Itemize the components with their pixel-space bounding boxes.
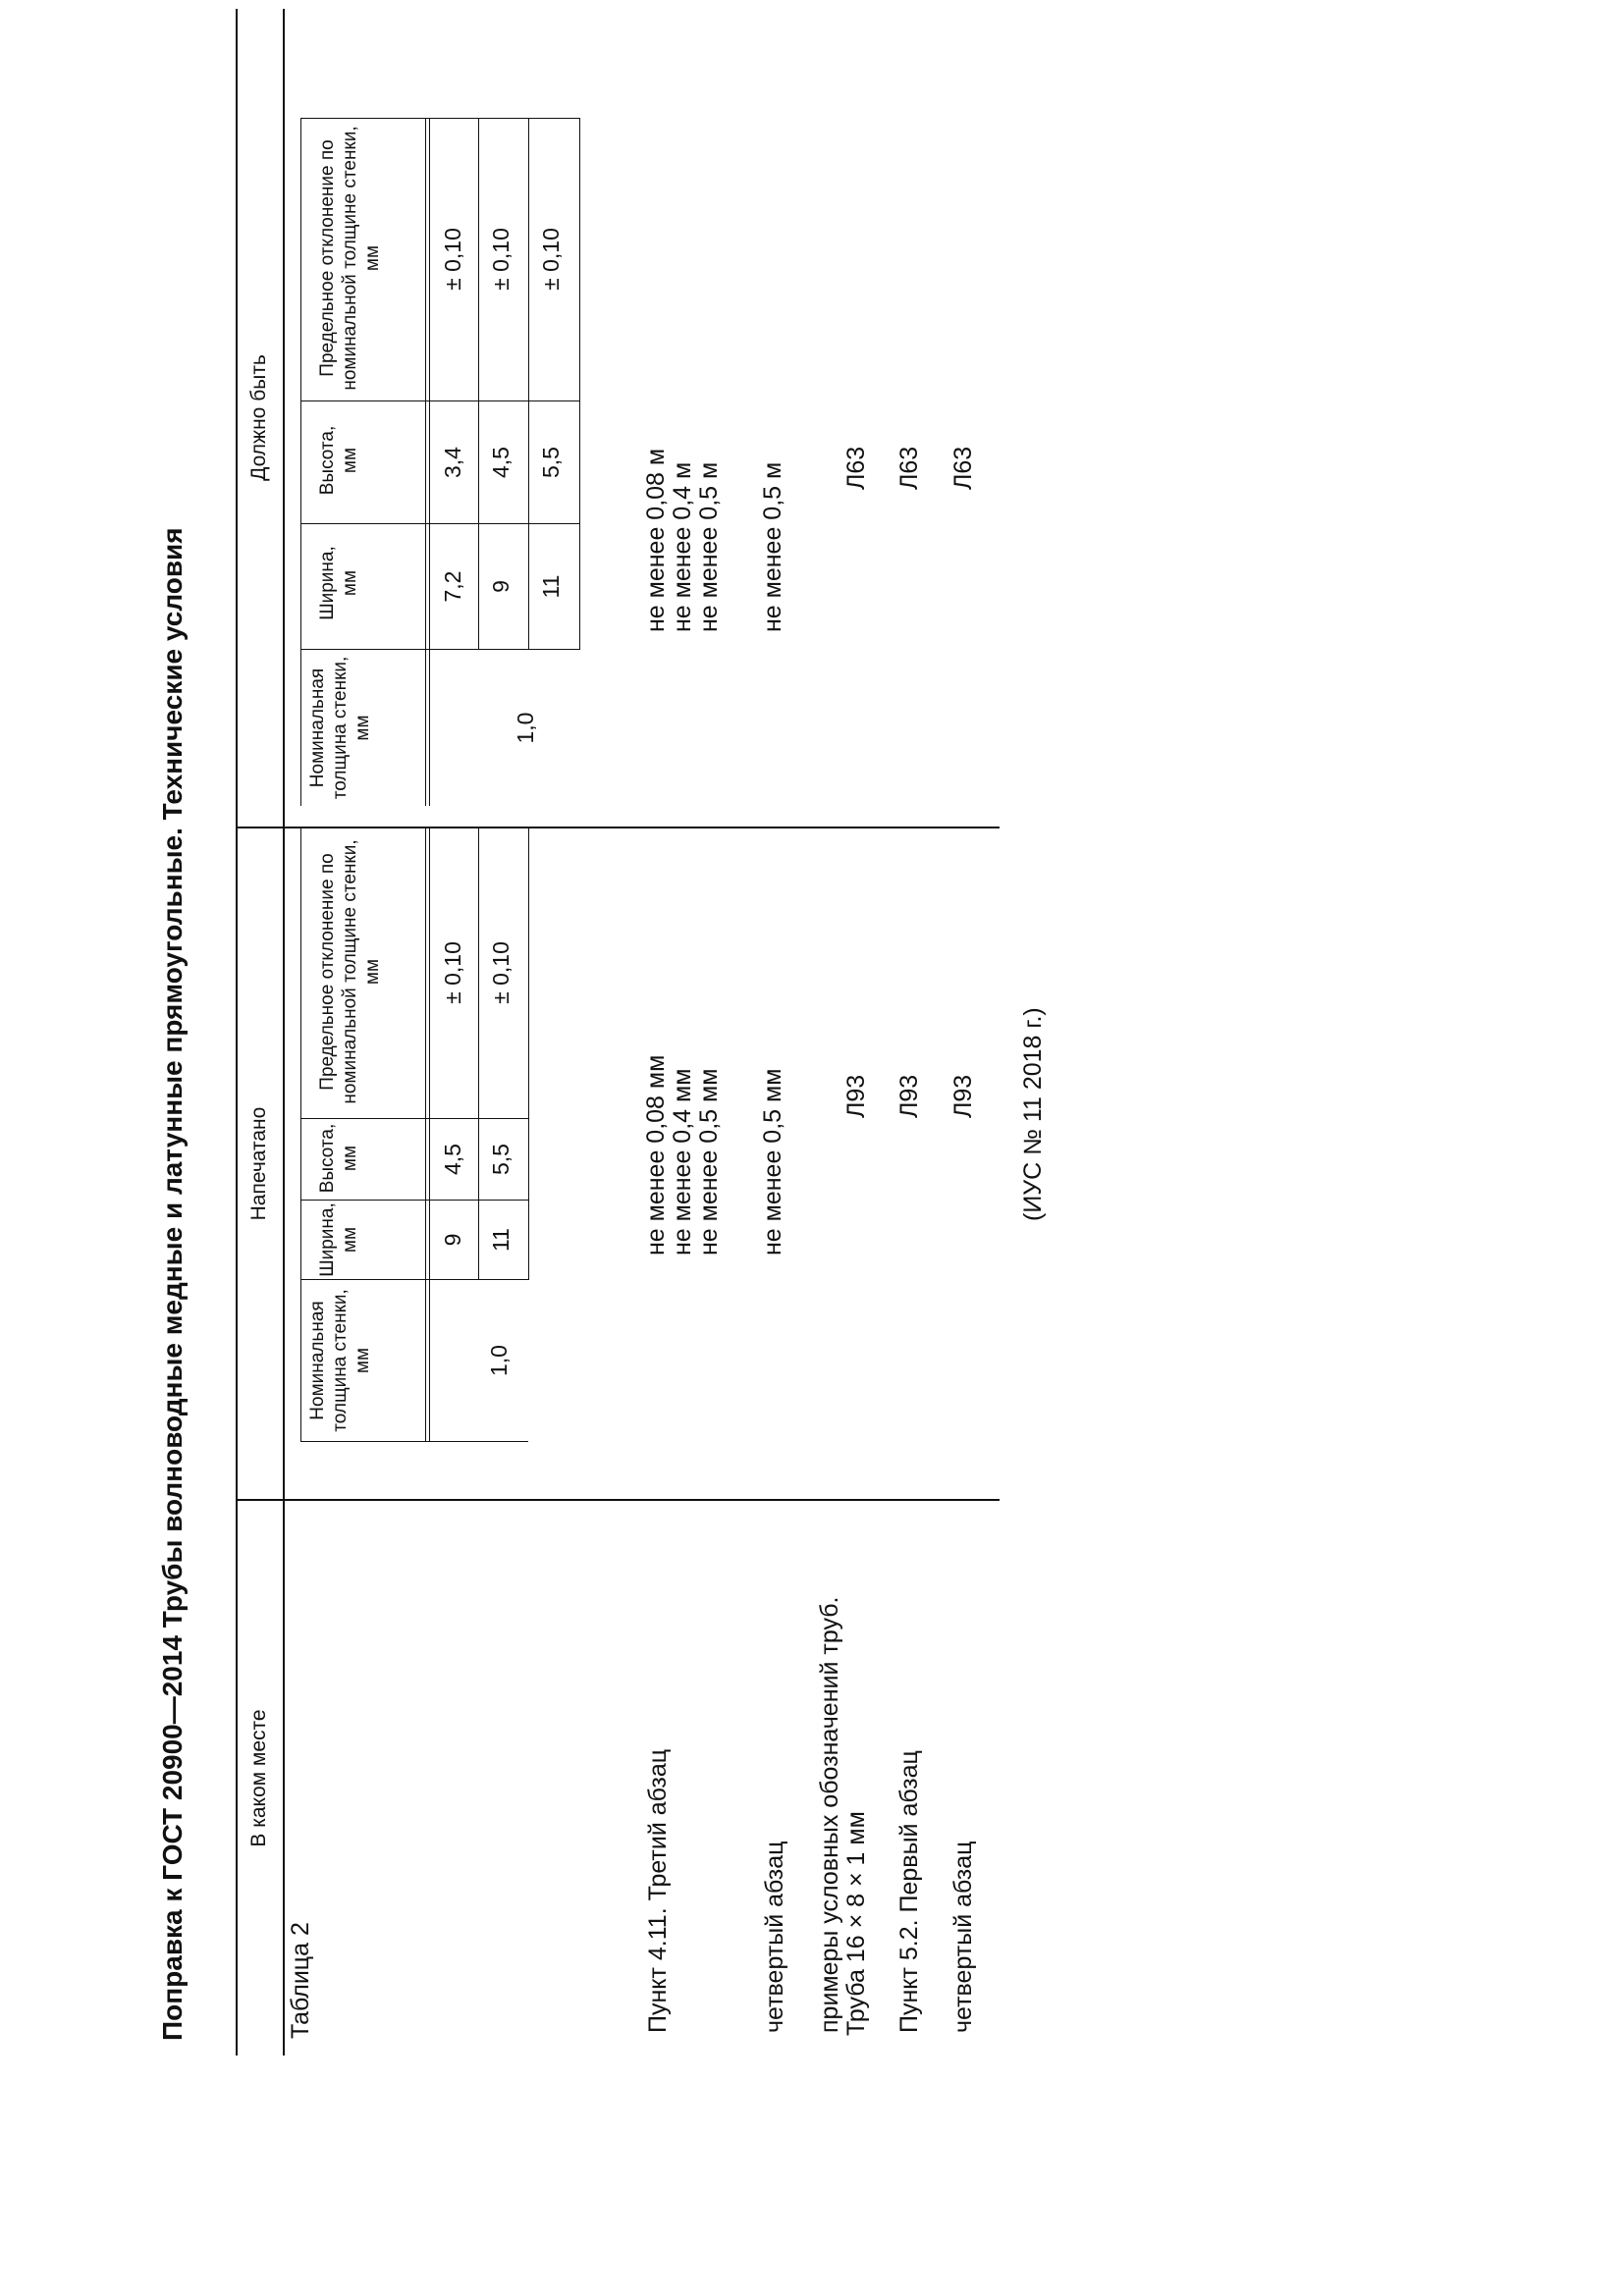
printed-deviation-2: ± 0,10 (488, 941, 514, 1004)
should-p411-line1: не менее 0,08 м (642, 448, 670, 632)
should-width-2: 9 (488, 580, 514, 593)
should-fourth-2: Л63 (949, 446, 977, 490)
header-where: В каком месте (247, 1709, 270, 1847)
should-deviation-2: ± 0,10 (488, 228, 514, 291)
should-fourth: не менее 0,5 м (759, 461, 786, 632)
column-divider-where (236, 1499, 1000, 1501)
printed-height-header: Высота, мм (317, 1123, 360, 1194)
printed-p411-line2: не менее 0,4 мм (669, 1068, 696, 1255)
printed-width-1: 9 (440, 1233, 465, 1247)
should-deviation-header: Предельное отклонение по номинальной толщине стенки, мм (317, 126, 383, 391)
printed-p52: Л93 (895, 1074, 923, 1118)
table-header-rule (283, 9, 285, 2056)
where-examples-line2: Труба 16 × 8 × 1 мм (842, 1811, 870, 2036)
should-height-2: 4,5 (488, 447, 514, 478)
where-p52: Пункт 5.2. Первый абзац (895, 1750, 923, 2033)
printed-fourth-2: Л93 (949, 1074, 977, 1118)
should-nominal-header: Номинальная толщина стенки, мм (307, 656, 373, 800)
printed-fourth: не менее 0,5 мм (759, 1068, 786, 1255)
header-printed: Напечатано (247, 1106, 270, 1221)
should-width-header: Ширина, мм (317, 546, 360, 620)
printed-nominal-header: Номинальная толщина стенки, мм (307, 1289, 373, 1432)
should-p411-line2: не менее 0,4 м (669, 461, 696, 632)
header-should-be: Должно быть (247, 354, 270, 481)
table-top-rule (236, 9, 238, 2056)
printed-nominal-value: 1,0 (486, 1345, 512, 1376)
should-height-1: 3,4 (440, 447, 465, 478)
should-height-header: Высота, мм (317, 425, 360, 496)
should-height-3: 5,5 (538, 447, 564, 478)
printed-deviation-header: Предельное отклонение по номинальной толщине стенки, мм (317, 839, 383, 1104)
printed-height-2: 5,5 (488, 1144, 514, 1175)
printed-width-2: 11 (488, 1228, 514, 1252)
printed-p411-line1: не менее 0,08 мм (642, 1054, 670, 1255)
printed-p411-line3: не менее 0,5 мм (695, 1068, 723, 1255)
printed-height-1: 4,5 (440, 1144, 465, 1175)
should-p52: Л63 (895, 446, 923, 490)
printed-width-header: Ширина, мм (317, 1202, 360, 1277)
should-deviation-3: ± 0,10 (538, 228, 564, 291)
should-examples: Л63 (842, 446, 870, 490)
should-width-1: 7,2 (440, 570, 465, 603)
where-examples-line1: примеры условных обозначений труб. (816, 1596, 843, 2033)
page-title: Поправка к ГОСТ 20900—2014 Трубы волноводные медные и латунные прямоугольные. Технические условия (157, 527, 188, 2041)
where-fourth-2: четвертый абзац (949, 1841, 977, 2033)
printed-examples: Л93 (842, 1074, 870, 1118)
should-p411-line3: не менее 0,5 м (695, 461, 723, 632)
where-p411: Пункт 4.11. Третий абзац (644, 1748, 672, 2033)
should-width-3: 11 (538, 574, 564, 599)
should-deviation-1: ± 0,10 (440, 228, 465, 291)
footer-ius: (ИУС № 11 2018 г.) (1019, 1007, 1047, 1221)
should-nominal-value: 1,0 (513, 712, 538, 744)
printed-deviation-1: ± 0,10 (440, 941, 465, 1004)
where-fourth: четвертый абзац (761, 1841, 788, 2033)
where-table-2: Таблица 2 (287, 1922, 314, 2039)
